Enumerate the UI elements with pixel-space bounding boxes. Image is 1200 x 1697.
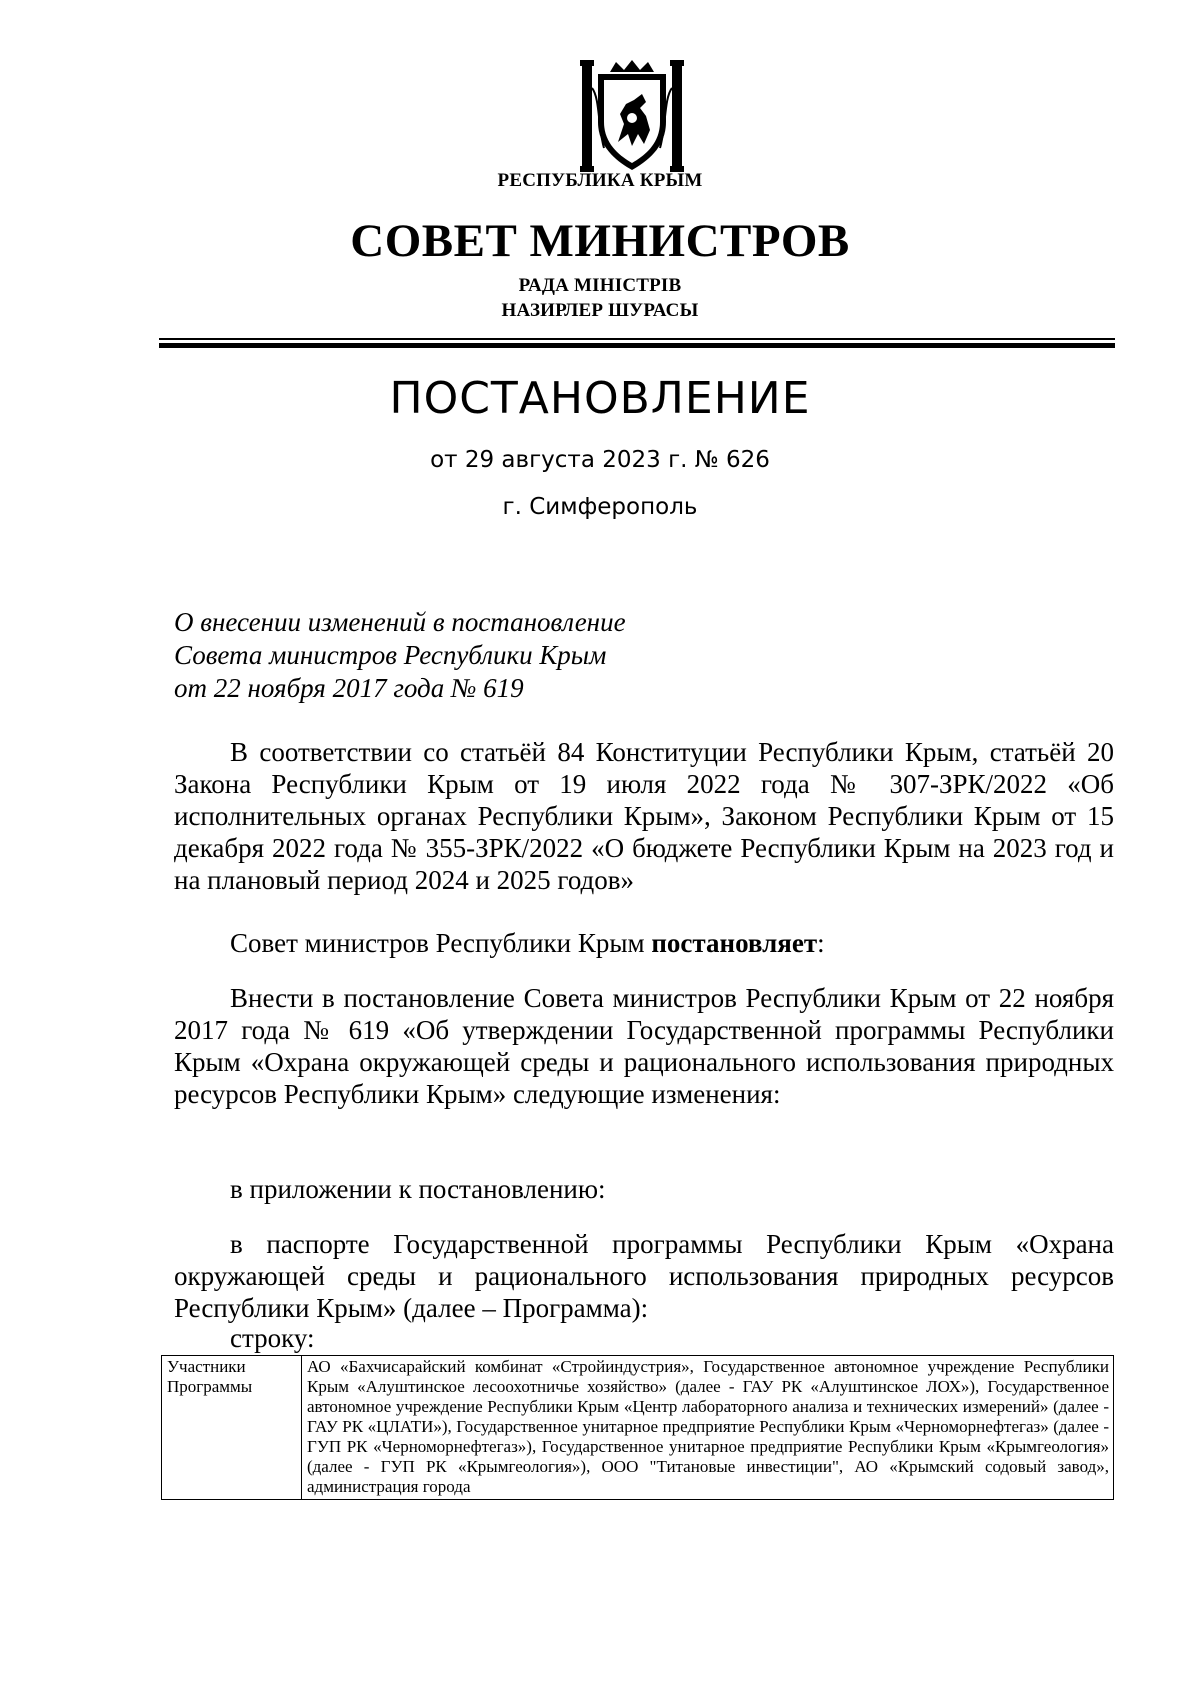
table-content-cell: АО «Бахчисарайский комбинат «Стройиндустрия», Государственное автономное учреждение Республики Крым «Алуштинское лесоохотничье хозяйство» (далее - ГАУ РК «Алуштинское ЛОХ»), Государственное автономное учреждение Республики Крым «Центр лабораторного анализа и технических измерений» (далее - ГАУ РК «ЦЛАТИ»), Государственное унитарное предприятие Республики Крым «Черноморнефтегаз» (далее - ГУП РК «Черноморнефтегаз»), Государственное унитарное предприятие Республики Крым «Крымгеология» (далее - ГУП РК «Крымгеология»), ООО "Титановые инвестиции", АО «Крымский содовый завод», администрация города xyxy=(302,1356,1114,1500)
table-label-cell: Участники Программы xyxy=(162,1356,302,1500)
council-name-ua: РАДА МІНІСТРІВ xyxy=(518,275,682,296)
header-rule-thin xyxy=(159,338,1115,340)
table-row xyxy=(162,1356,1114,1500)
amendment-paragraph: Внести в постановление Совета министров Республики Крым от 22 ноября 2017 года № 619 «Об утверждении Государственной программы Республики Крым «Охрана окружающей среды и рационального использования природных ресурсов Республики Крым» следующие изменения: xyxy=(174,983,1114,1109)
line-word-paragraph: строку: xyxy=(230,1323,315,1353)
republic-name: РЕСПУБЛИКА КРЫМ xyxy=(497,170,703,191)
header-rule-thick xyxy=(159,343,1115,348)
resolves-prefix: Совет министров Республики Крым xyxy=(230,928,652,958)
resolves-keyword: постановляет xyxy=(651,928,818,958)
document-date-number: от 29 августа 2023 г. № 626 xyxy=(430,447,770,473)
document-caption xyxy=(174,606,626,705)
document-city: г. Симферополь xyxy=(502,494,698,520)
caption-line: Совета министров Республики Крым xyxy=(174,640,607,670)
council-name: СОВЕТ МИНИСТРОВ xyxy=(350,215,850,267)
passport-paragraph: в паспорте Государственной программы Республики Крым «Охрана окружающей среды и рационального использования природных ресурсов Республики Крым» (далее – Программа): xyxy=(174,1229,1114,1323)
annex-paragraph: в приложении к постановлению: xyxy=(230,1174,606,1204)
caption-line: О внесении изменений в постановление xyxy=(174,607,626,637)
program-participants-table xyxy=(161,1355,1114,1500)
caption-line: от 22 ноября 2017 года № 619 xyxy=(174,673,524,703)
resolves-suffix: : xyxy=(817,928,825,958)
preamble-paragraph: В соответствии со статьёй 84 Конституции Республики Крым, статьёй 20 Закона Республики Крым от 19 июля 2022 года № 307-ЗРК/2022 «Об исполнительных органах Республики Крым», Законом Республики Крым от 15 декабря 2022 года № 355-ЗРК/2022 «О бюджете Республики Крым на 2023 год и на плановый период 2024 и 2025 годов» xyxy=(174,737,1114,895)
council-name-crh: НАЗИРЛЕР ШУРАСЫ xyxy=(501,300,699,321)
resolves-paragraph xyxy=(174,927,1114,959)
coat-of-arms-emblem xyxy=(580,58,684,178)
document-type-title: ПОСТАНОВЛЕНИЕ xyxy=(389,373,811,424)
